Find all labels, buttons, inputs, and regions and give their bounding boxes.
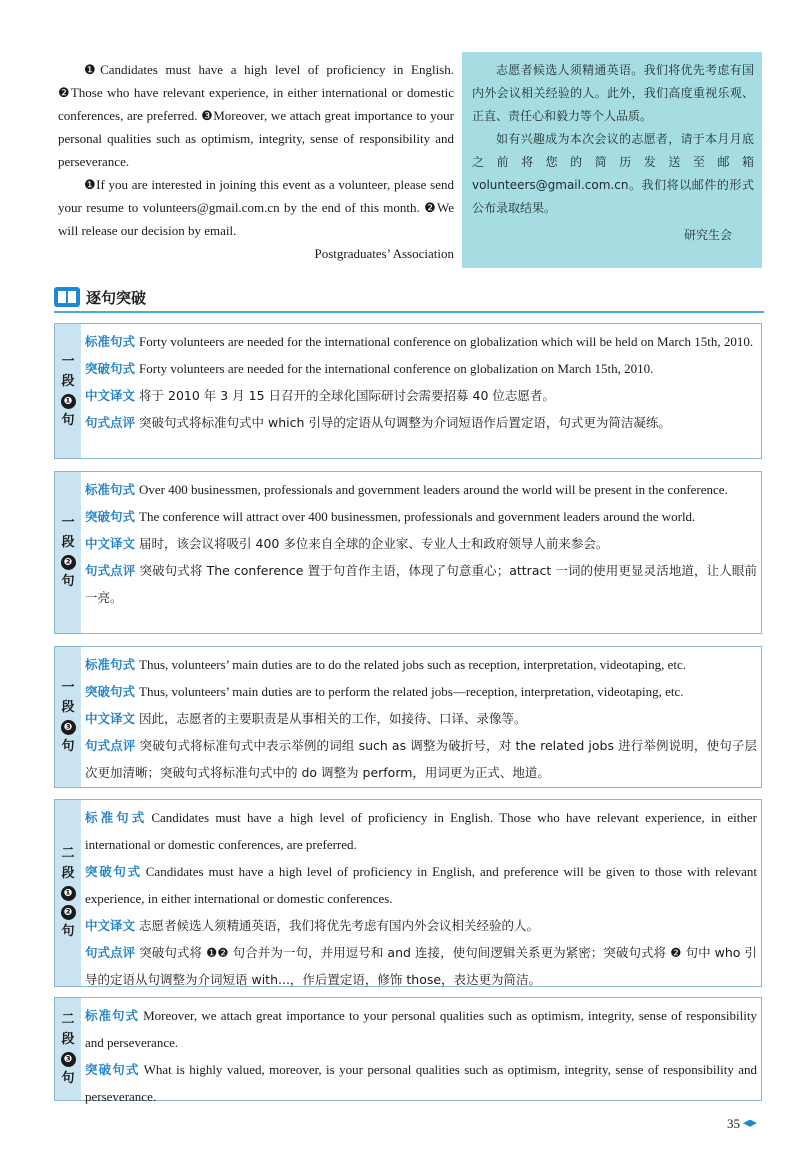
chinese-paragraph-1: 志愿者候选人须精通英语。我们将优先考虑有国内外会议相关经验的人。此外，我们高度重视乐观、正直、责任心和毅力等个人品质。 [472, 63, 754, 123]
breakthrough-text: Thus, volunteers’ main duties are to perform the related jobs—reception, interpretation, videotaping, etc. [139, 684, 684, 699]
translation-row [85, 912, 757, 939]
marker-paragraph: 一 [61, 353, 75, 369]
block-marker [55, 647, 81, 787]
english-signature: Postgraduates’ Association [314, 246, 454, 261]
english-passage [58, 58, 454, 265]
standard-row [85, 476, 757, 503]
breakthrough-text: Candidates must have a high level of proficiency in English, and preference will be given to those with relevant experience, in either international or domestic conferences. [85, 864, 757, 906]
marker-sentence-number: ❶ [61, 886, 76, 901]
chinese-paragraph-2: 如有兴趣成为本次会议的志愿者，请于本月月底之前将您的简历发送至邮箱 volunteers@gmail.com.cn。我们将以邮件的形式公布录取结果。 [472, 132, 754, 215]
sentence-block-3 [54, 646, 762, 788]
comment-label: 句式点评 [85, 563, 136, 578]
translation-label: 中文译文 [85, 536, 136, 551]
marker-ju: 句 [61, 1070, 75, 1086]
standard-row [85, 651, 757, 678]
marker-paragraph: 二 [61, 1011, 75, 1027]
marker-ju: 句 [61, 412, 75, 428]
standard-row [85, 328, 757, 355]
marker-sentence-number: ❷ [61, 555, 76, 570]
comment-text: 突破句式将 ❶❷ 句合并为一句，并用逗号和 and 连接，使句间逻辑关系更为紧密；突破句式将 ❷ 句中 who 引导的定语从句调整为介词短语 with...，作后置定语，修饰 those，表达更为简洁。 [85, 945, 757, 987]
standard-label: 标准句式 [85, 1008, 140, 1023]
comment-text: 突破句式将标准句式中 which 引导的定语从句调整为介词短语作后置定语，句式更为简洁凝练。 [139, 415, 671, 430]
translation-text: 因此，志愿者的主要职责是从事相关的工作，如接待、口译、录像等。 [139, 711, 527, 726]
translation-label: 中文译文 [85, 388, 136, 403]
page-number-text: 35 [727, 1116, 740, 1131]
breakthrough-row [85, 355, 757, 382]
chinese-signature: 研究生会 [683, 228, 732, 242]
comment-row [85, 557, 757, 611]
block-marker [55, 324, 81, 458]
breakthrough-label: 突破句式 [85, 509, 136, 524]
standard-text: Candidates must have a high level of proficiency in English. Those who have relevant experience, in either international or domestic conferences, are preferred. [85, 810, 757, 852]
translation-row [85, 530, 757, 557]
block-marker [55, 472, 81, 633]
breakthrough-text: Forty volunteers are needed for the international conference on globalization on March 15th, 2010. [139, 361, 654, 376]
marker-paragraph: 二 [61, 846, 75, 861]
translation-text: 志愿者候选人须精通英语，我们将优先考虑有国内外会议相关经验的人。 [139, 918, 540, 933]
english-paragraph-1: ❶Candidates must have a high level of proficiency in English. ❷Those who have relevant experience, in either international or domestic conferences, are preferred. ❸Moreover, we attach great importance to your personal qualities such as optimism, integrity, sense of responsibility and perseverance. [58, 62, 454, 169]
comment-text: 突破句式将标准句式中表示举例的词组 such as 调整为破折号，对 the related jobs 进行举例说明，使句子层次更加清晰；突破句式将标准句式中的 do 调整为 perform，用词更为正式、地道。 [85, 738, 757, 780]
breakthrough-label: 突破句式 [85, 1062, 140, 1077]
marker-sentence-number: ❷ [61, 905, 76, 920]
comment-row [85, 732, 757, 786]
marker-duan: 段 [61, 1031, 75, 1047]
breakthrough-row [85, 858, 757, 912]
translation-label: 中文译文 [85, 711, 136, 726]
marker-ju: 句 [61, 924, 75, 939]
comment-row [85, 939, 757, 993]
standard-label: 标准句式 [85, 810, 148, 825]
translation-row [85, 382, 757, 409]
marker-duan: 段 [61, 699, 75, 715]
marker-paragraph: 一 [61, 515, 75, 530]
marker-duan: 段 [61, 535, 75, 550]
marker-duan: 段 [61, 373, 75, 389]
marker-duan: 段 [61, 866, 75, 881]
breakthrough-row [85, 678, 757, 705]
sentence-block-2 [54, 471, 762, 634]
comment-text: 突破句式将 The conference 置于句首作主语，体现了句意重心；attract 一词的使用更显灵活地道，让人眼前一亮。 [85, 563, 757, 605]
translation-label: 中文译文 [85, 918, 136, 933]
sentence-block-1 [54, 323, 762, 459]
translation-text: 届时，该会议将吸引 400 多位来自全球的企业家、专业人士和政府领导人前来参会。 [139, 536, 609, 551]
page-number [727, 1116, 757, 1132]
standard-label: 标准句式 [85, 334, 136, 349]
breakthrough-text: What is highly valued, moreover, is your personal qualities such as optimism, integrity, sense of responsibility and perseverance. [85, 1062, 757, 1104]
translation-text: 将于 2010 年 3 月 15 日召开的全球化国际研讨会需要招募 40 位志愿者。 [139, 388, 555, 403]
marker-paragraph: 一 [61, 679, 75, 695]
standard-row [85, 804, 757, 858]
graduation-cap-icon [743, 1120, 757, 1129]
marker-ju: 句 [61, 738, 75, 754]
standard-text: Moreover, we attach great importance to your personal qualities such as optimism, integrity, sense of responsibility and perseverance. [85, 1008, 757, 1050]
book-icon [54, 287, 80, 307]
breakthrough-label: 突破句式 [85, 361, 136, 376]
comment-label: 句式点评 [85, 738, 136, 753]
comment-label: 句式点评 [85, 945, 136, 960]
sentence-block-4 [54, 799, 762, 987]
marker-sentence-number: ❸ [61, 1052, 76, 1067]
marker-sentence-number: ❶ [61, 394, 76, 409]
section-header [54, 284, 146, 310]
comment-row [85, 409, 757, 436]
marker-sentence-number: ❸ [61, 720, 76, 735]
standard-text: Thus, volunteers’ main duties are to do the related jobs such as reception, interpretation, videotaping, etc. [139, 657, 687, 672]
comment-label: 句式点评 [85, 415, 136, 430]
breakthrough-label: 突破句式 [85, 864, 142, 879]
standard-label: 标准句式 [85, 657, 136, 672]
standard-row [85, 1002, 757, 1056]
translation-row [85, 705, 757, 732]
section-divider [54, 311, 764, 313]
block-marker [55, 998, 81, 1100]
breakthrough-text: The conference will attract over 400 businessmen, professionals and government leaders around the world. [139, 509, 696, 524]
standard-text: Over 400 businessmen, professionals and government leaders around the world will be present in the conference. [139, 482, 728, 497]
breakthrough-row [85, 1056, 757, 1110]
sentence-block-5 [54, 997, 762, 1104]
chinese-passage [462, 52, 762, 268]
block-marker [55, 800, 81, 986]
standard-text: Forty volunteers are needed for the international conference on globalization which will be held on March 15th, 2010. [139, 334, 754, 349]
breakthrough-row [85, 503, 757, 530]
section-title: 逐句突破 [86, 288, 147, 307]
breakthrough-label: 突破句式 [85, 684, 136, 699]
standard-label: 标准句式 [85, 482, 136, 497]
marker-ju: 句 [61, 574, 75, 589]
english-paragraph-2: ❶If you are interested in joining this event as a volunteer, please send your resume to volunteers@gmail.com.cn by the end of this month. ❷We will release our decision by email. [58, 177, 454, 238]
